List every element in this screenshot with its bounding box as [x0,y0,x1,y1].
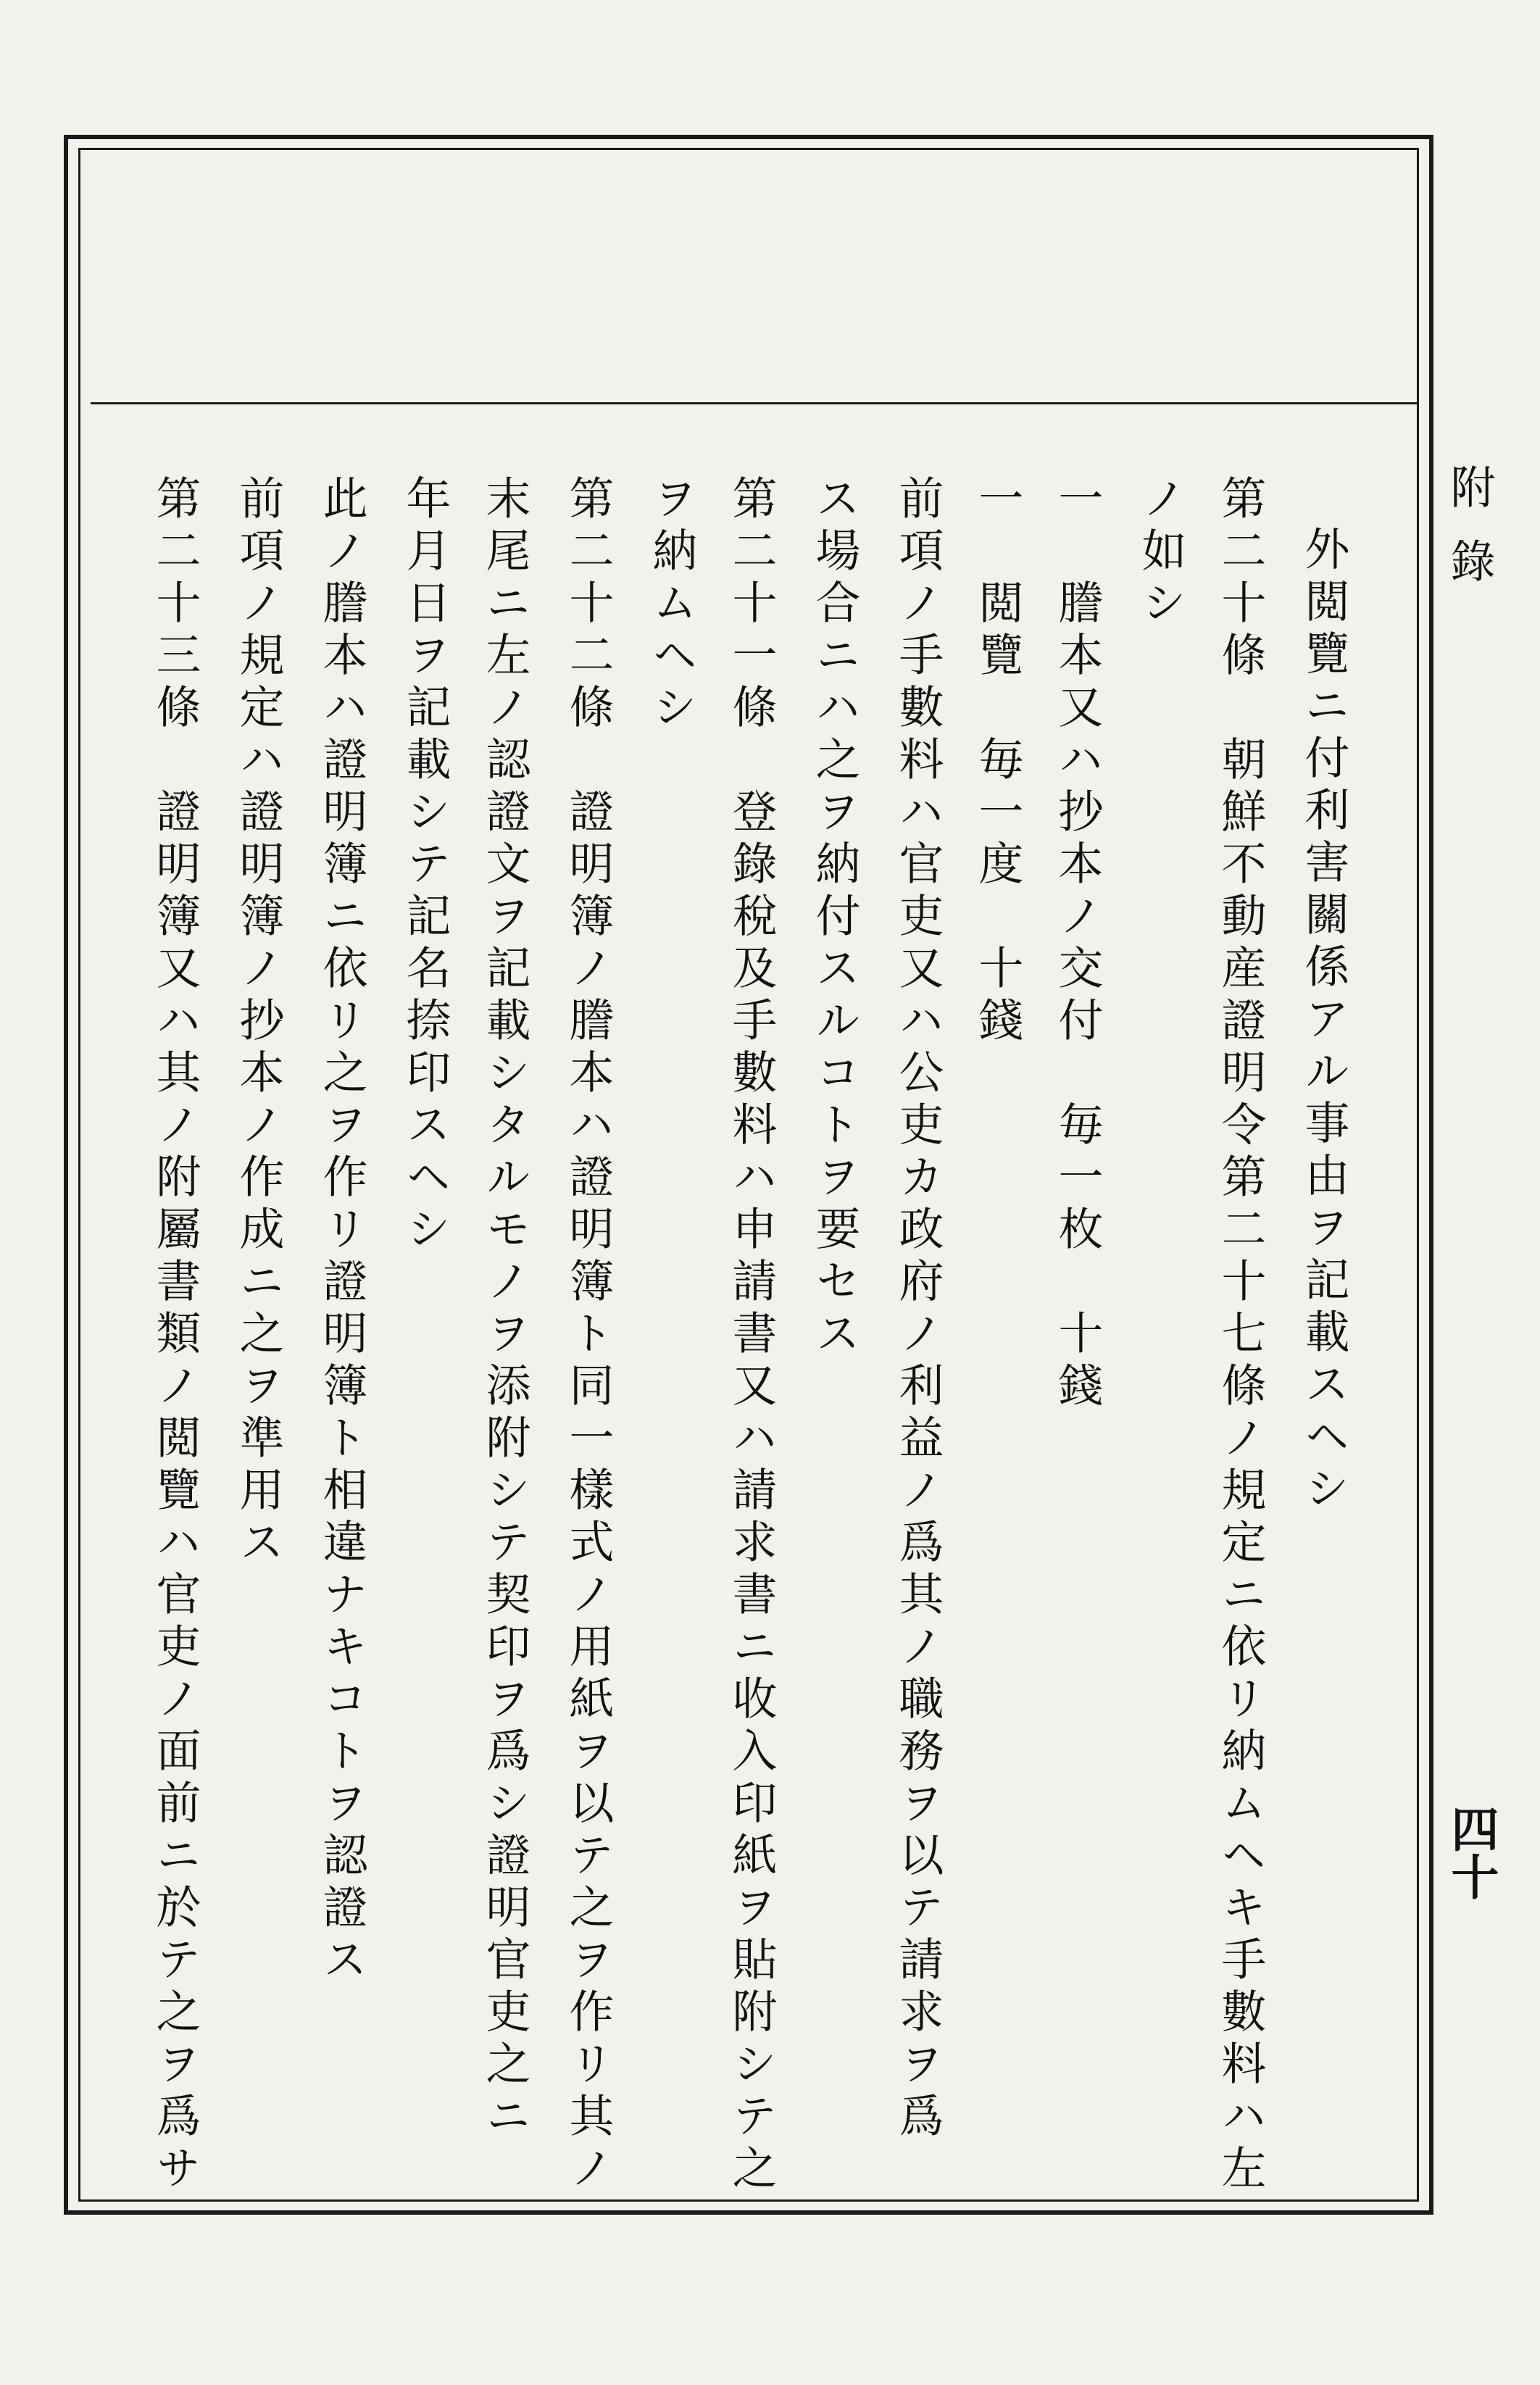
page-number: 四十 [1443,1805,1499,1900]
header-rule [91,402,1417,404]
article-21-line-1: 第二十一條 登錄稅及手數料ハ申請書又ハ請求書ニ收入印紙ヲ貼附シテ之 [725,475,778,2197]
fee-item-inspection: 一 閲覽 毎一度 十錢 [971,475,1024,1049]
section-title: 附錄 [1443,464,1496,612]
article-20-line-1: 第二十條 朝鮮不動産證明令第二十七條ノ規定ニ依リ納ムヘキ手數料ハ左 [1214,475,1267,2197]
article-23-line-1: 第二十三條 證明簿又ハ其ノ附屬書類ノ閲覽ハ官吏ノ面前ニ於テ之ヲ爲サ [149,475,201,2197]
article-22-line-1: 第二十二條 證明簿ノ謄本ハ證明簿ト同一樣式ノ用紙ヲ以テ之ヲ作リ其ノ [562,475,615,2197]
article-22-line-3: 年月日ヲ記載シテ記名捺印スヘシ [399,475,451,1257]
fee-item-copy: 一 謄本又ハ抄本ノ交付 毎一枚 十錢 [1051,475,1104,1414]
article-20-line-2: ノ如シ [1134,475,1187,631]
article-22-para-2: 前項ノ規定ハ證明簿ノ抄本ノ作成ニ之ヲ準用ス [232,475,285,1570]
article-20-para-2-line-1: 前項ノ手數料ハ官吏又ハ公吏カ政府ノ利益ノ爲其ノ職務ヲ以テ請求ヲ爲 [891,475,944,2144]
article-21-line-2: ヲ納ムヘシ [645,475,698,736]
article-22-line-2: 末尾ニ左ノ認證文ヲ記載シタルモノヲ添附シテ契印ヲ爲シ證明官吏之ニ [478,475,531,2144]
text-column-1: 外閲覽ニ付利害關係アル事由ヲ記載スヘシ [1297,525,1350,1517]
certification-text: 此ノ謄本ハ證明簿ニ依リ之ヲ作リ證明簿ト相違ナキコトヲ認證ス [315,475,368,1988]
article-20-para-2-line-2: ス場合ニハ之ヲ納付スルコトヲ要セス [808,475,861,1362]
